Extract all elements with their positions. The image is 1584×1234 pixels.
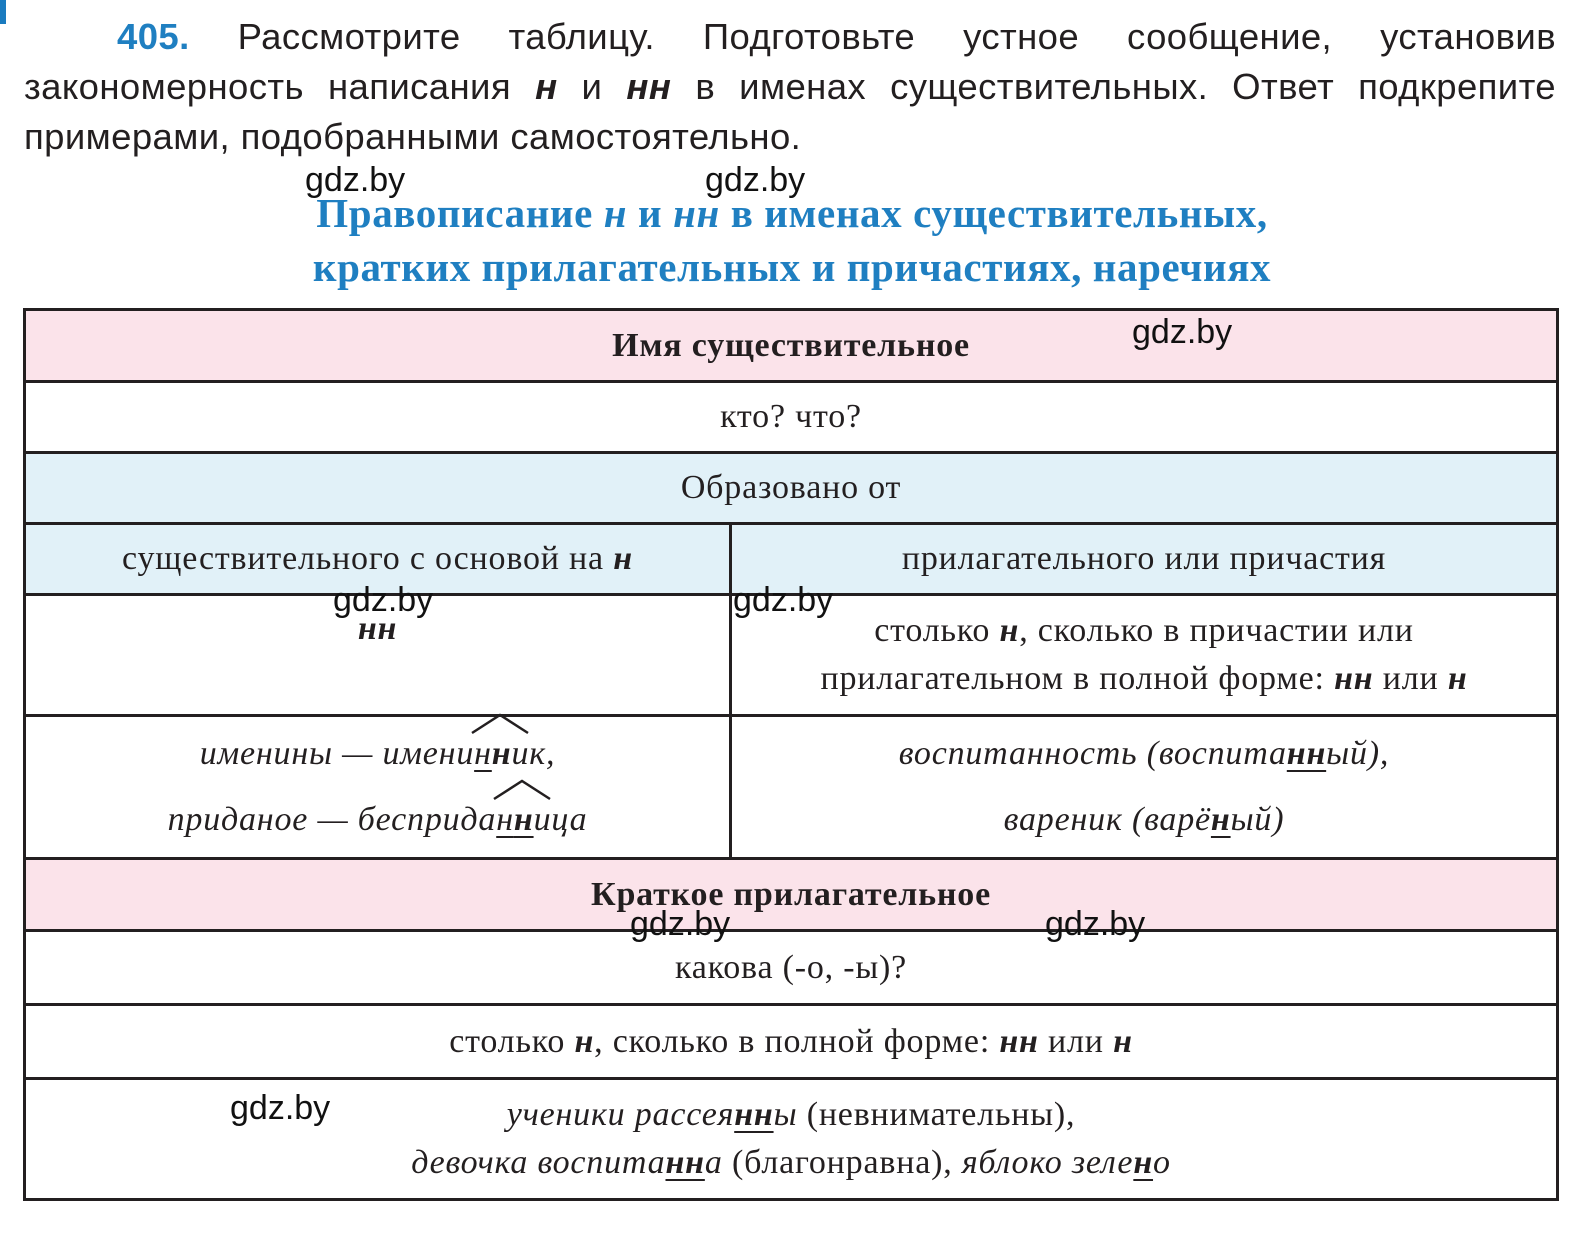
rule-text: или (1038, 1022, 1114, 1060)
suffix-letter: н (496, 801, 514, 838)
heading-text: Правописание (316, 190, 604, 236)
underlined-letters: нн (665, 1144, 705, 1181)
example-line (36, 787, 719, 853)
suffix-roof-icon (470, 713, 530, 735)
col2-header: прилагательного или причастия (731, 524, 1558, 595)
suffix-letter: н (513, 801, 534, 838)
col2-examples (731, 716, 1558, 859)
task-text (24, 12, 1556, 162)
example-text: девочка воспита (411, 1144, 666, 1181)
letter-n: н (1113, 1022, 1133, 1060)
letters-nn: нн (626, 66, 672, 107)
example-text: воспитанность (воспита (898, 735, 1287, 772)
noun-section-row (25, 310, 1558, 382)
short-adj-rule-row (25, 1005, 1558, 1079)
col1-header-text: существительного с основой на (122, 540, 614, 577)
underlined-letters: нн (734, 1096, 774, 1133)
letters-nn: нн (673, 190, 720, 236)
short-adj-question: какова (-о, -ы)? (25, 931, 1558, 1005)
letters-nn: нн (357, 610, 398, 647)
letter-n: н (574, 1022, 595, 1060)
example-text: именины — имени (199, 735, 475, 772)
example-text: ы (773, 1096, 798, 1133)
suffix-mark (474, 721, 511, 787)
example-line (36, 721, 719, 787)
example-text: яблоко зеле (961, 1144, 1134, 1181)
suffix-letter: н (491, 735, 512, 772)
examples-row (25, 716, 1558, 859)
rules-table (23, 308, 1559, 1201)
heading-text: и (627, 190, 674, 236)
underlined-letters: нн (1286, 735, 1327, 772)
rule-text: , сколько в причастии или прилагательном в полной форме: (820, 612, 1414, 697)
task-text-part: и (557, 66, 627, 107)
watermark: gdz.by (630, 905, 731, 943)
example-gloss: (невнимательны), (797, 1096, 1076, 1133)
letter-n: н (603, 190, 628, 236)
task-number: 405. (117, 16, 190, 57)
letter-n: н (999, 612, 1020, 649)
short-adj-question-row (25, 931, 1558, 1005)
rule-text: столько (874, 612, 1000, 649)
example-text: ица (533, 801, 588, 838)
letter-n: н (1447, 660, 1468, 697)
example-text: ик, (511, 735, 556, 772)
rule-text: , сколько в полной форме: (594, 1022, 1000, 1060)
example-text: вареник (варё (1003, 801, 1211, 838)
col2-rule (731, 595, 1558, 716)
heading-line-2: кратких прилагательных и причастиях, наречиях (312, 244, 1272, 290)
letter-n: н (613, 540, 633, 577)
example-gloss: (благонравна), (722, 1144, 962, 1181)
example-line (742, 721, 1546, 787)
noun-question: кто? что? (25, 382, 1558, 453)
example-text: а (704, 1144, 723, 1181)
short-adj-section-row (25, 859, 1558, 931)
watermark: gdz.by (305, 161, 406, 199)
formed-from: Образовано от (25, 453, 1558, 524)
example-line (742, 787, 1546, 853)
watermark: gdz.by (705, 161, 806, 199)
watermark: gdz.by (1045, 905, 1146, 943)
short-adj-rule (25, 1005, 1558, 1079)
underlined-letters: н (1133, 1144, 1154, 1181)
rule-text: или (1373, 660, 1448, 697)
watermark: gdz.by (733, 581, 834, 619)
watermark: gdz.by (333, 581, 434, 619)
noun-question-row (25, 382, 1558, 453)
noun-section-title: Имя существительное (25, 310, 1558, 382)
col1-examples (25, 716, 731, 859)
underlined-letters: н (1210, 801, 1231, 838)
heading-text: в именах существительных, (719, 190, 1268, 236)
suffix-letter: н (474, 735, 492, 772)
short-adj-section-title: Краткое прилагательное (25, 859, 1558, 931)
watermark: gdz.by (230, 1089, 331, 1127)
rule-text: столько (449, 1022, 575, 1060)
example-text: приданое — бесприда (167, 801, 497, 838)
task-text-part: в именах существительных. Ответ подкрепите примерами, подобранными самостоятельно. (24, 66, 1557, 157)
example-text: ученики рассея (506, 1096, 735, 1133)
letters-nn: нн (999, 1022, 1039, 1060)
letter-n: н (535, 66, 558, 107)
example-text: ый), (1326, 735, 1390, 772)
suffix-roof-icon (492, 779, 552, 801)
formed-from-row (25, 453, 1558, 524)
task-text-part: Рассмотрите таблицу. Подготовьте устное сообщение, установив закономерность написания (24, 16, 1556, 107)
table-heading (0, 186, 1584, 294)
letters-nn: нн (1334, 660, 1374, 697)
example-line (36, 1139, 1546, 1187)
watermark: gdz.by (1132, 313, 1233, 351)
suffix-mark (496, 787, 533, 853)
example-text: о (1153, 1144, 1171, 1181)
corner-mark (0, 0, 6, 24)
example-text: ый) (1230, 801, 1285, 838)
